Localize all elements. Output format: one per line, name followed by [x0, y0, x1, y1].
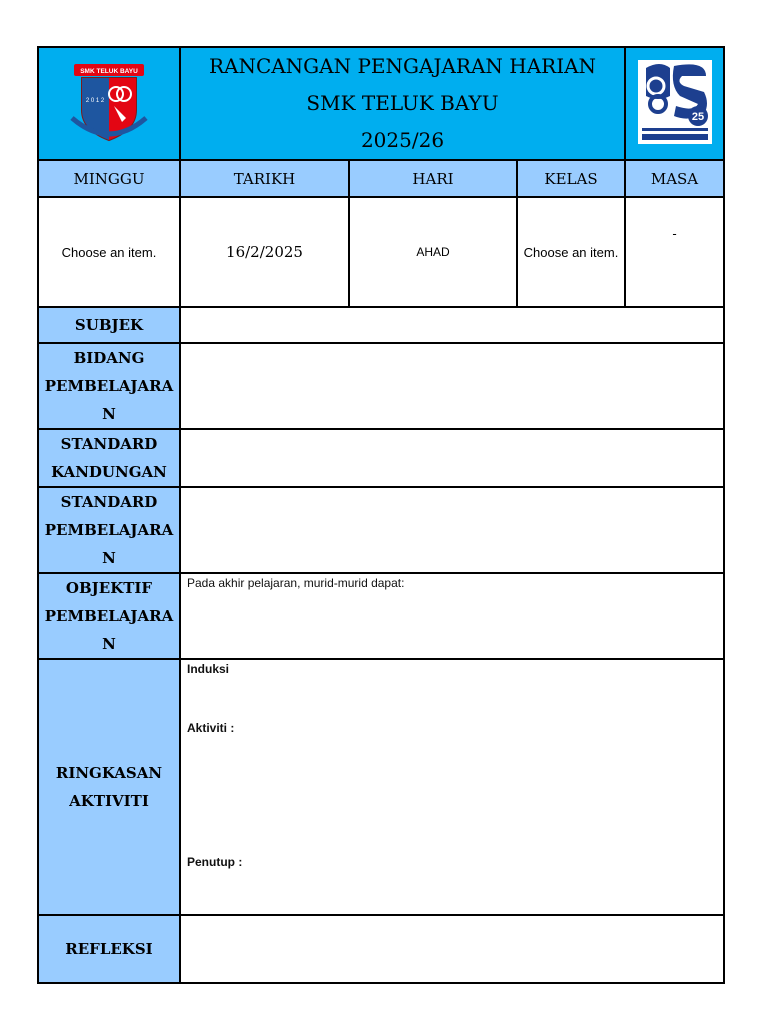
hari-field[interactable]: AHAD: [349, 197, 517, 307]
bidang-line-2: PEMBELAJARA: [44, 377, 174, 395]
badge-logo-cell: [625, 47, 724, 160]
bidang-line-3: N: [102, 405, 116, 423]
aktiviti-label: Aktiviti :: [187, 721, 235, 735]
bidang-pembelajaran-field[interactable]: [180, 343, 724, 429]
minggu-dropdown[interactable]: Choose an item.: [38, 197, 180, 307]
objektif-field[interactable]: [180, 573, 724, 659]
refleksi-label: REFLEKSI: [38, 915, 180, 983]
badge-logo-number: 25: [691, 110, 704, 123]
masa-field[interactable]: -: [625, 197, 724, 307]
penutup-label: Penutup :: [187, 855, 243, 869]
ringkasan-line-1: RINGKASAN: [55, 764, 163, 782]
induksi-label: Induksi: [187, 662, 230, 676]
sp-line-1: STANDARD: [60, 493, 158, 511]
col-header-kelas: KELAS: [517, 160, 625, 197]
refleksi-field[interactable]: [180, 915, 724, 983]
bidang-line-1: BIDANG: [73, 349, 145, 367]
objektif-text: Pada akhir pelajaran, murid-murid dapat:: [187, 576, 405, 590]
tsk-badge-logo: [636, 56, 714, 148]
obj-line-3: N: [102, 635, 116, 653]
standard-kandungan-field[interactable]: [180, 429, 724, 487]
session-year: 2025/26: [360, 128, 445, 152]
obj-line-2: PEMBELAJARA: [44, 607, 174, 625]
school-crest-logo: [64, 58, 154, 146]
sk-line-2: KANDUNGAN: [51, 463, 167, 481]
school-logo-text: SMK TELUK BAYU: [80, 67, 138, 75]
school-logo-cell: [38, 47, 180, 160]
standard-pembelajaran-label: [38, 487, 180, 573]
tarikh-field[interactable]: 16/2/2025: [180, 197, 349, 307]
subjek-label: SUBJEK: [38, 307, 180, 343]
header-title-cell: [180, 47, 625, 160]
standard-pembelajaran-field[interactable]: [180, 487, 724, 573]
ringkasan-line-2: AKTIVITI: [69, 792, 149, 810]
kelas-dropdown[interactable]: Choose an item.: [517, 197, 625, 307]
sk-line-1: STANDARD: [60, 435, 158, 453]
standard-kandungan-label: [38, 429, 180, 487]
page-title: RANCANGAN PENGAJARAN HARIAN: [208, 54, 597, 78]
col-header-minggu: MINGGU: [38, 160, 180, 197]
col-header-masa: MASA: [625, 160, 724, 197]
bidang-pembelajaran-label: [38, 343, 180, 429]
subjek-field[interactable]: [180, 307, 724, 343]
sp-line-3: N: [102, 549, 116, 567]
sp-line-2: PEMBELAJARA: [44, 521, 174, 539]
objektif-pembelajaran-label: [38, 573, 180, 659]
col-header-hari: HARI: [349, 160, 517, 197]
lesson-plan-table: [37, 46, 725, 984]
col-header-tarikh: TARIKH: [180, 160, 349, 197]
ringkasan-aktiviti-field[interactable]: [180, 659, 724, 915]
school-logo-year: 2 0 1 2: [85, 97, 105, 104]
school-name: SMK TELUK BAYU: [306, 91, 499, 115]
obj-line-1: OBJEKTIF: [65, 579, 153, 597]
ringkasan-aktiviti-label: [38, 659, 180, 915]
lesson-plan-sheet: [37, 46, 723, 984]
